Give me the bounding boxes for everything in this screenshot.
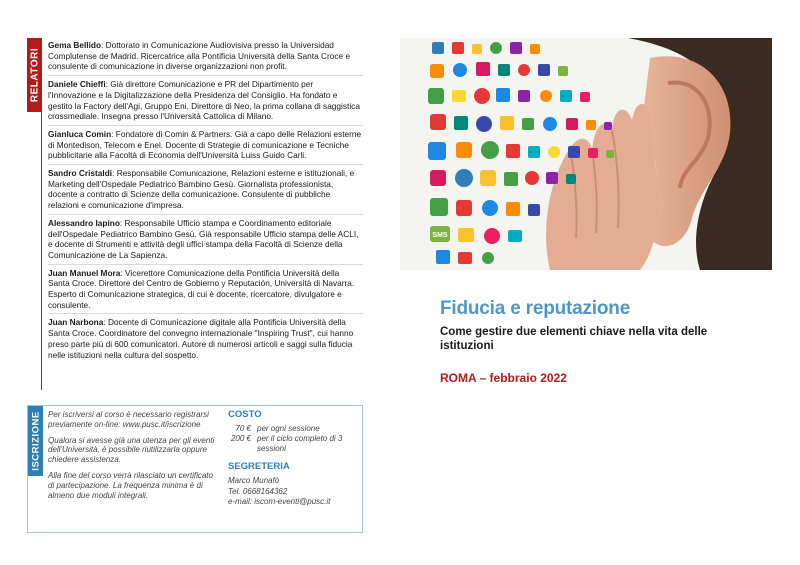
iscrizione-tab [28,406,43,476]
speaker-item [48,168,363,215]
cost-row [228,424,360,434]
speaker-item [48,218,363,265]
speaker-name: Daniele Chieffi [48,79,106,90]
iscrizione-tab-label: ISCRIZIONE [30,411,41,471]
speaker-bio: : Vicerettore Comunicazione della Pontificia Università della Santa Croce. Direttore del Centro de Gobierno y Reputación, Università di Navarra. Esperto di Comunicazione strategica, di cui è docente, ricercatore, divulgatore e consulente. [48,267,355,310]
speaker-name: Alessandro Iapino [48,217,120,228]
speaker-item [48,317,363,363]
relatori-tab [27,38,42,112]
registration-certificate-note: Alla fine del corso verrà rilasciato un certificato di partecipazione. La frequenza minima è di almeno due moduli integrali. [48,470,213,500]
course-place-date: ROMA – febbraio 2022 [440,371,567,385]
speaker-bio: : Dottorato in Comunicazione Audiovisiva presso la Universidad Complutense de Madrid. Ricercatrice alla Pontificia Università della Santa Croce e consulente di comunicazione in diverse organizzazioni non profit. [48,40,351,72]
speaker-name: Gema Bellido [48,40,102,50]
speaker-item [48,79,363,126]
sms-icon-label: SMS [432,232,448,239]
registration-instructions: Per iscriversi al corso è necessario registrarsi previamente on-line: www.pusc.it/iscrizione [48,410,209,429]
cost-row [228,434,360,454]
speaker-item [48,129,363,165]
speaker-bio: : Già direttore Comunicazione e PR del Dipartimento per l'Innovazione e la Digitalizzazione della Presidenza del Consiglio. Ha fondato e gestito la Factory dell'Agi, Gruppo Eni. Direttore di Neo, la prima collana di saggistica crossmediale. Insegna presso l'Università Cattolica di Milano. [48,79,360,122]
speaker-item [48,40,363,76]
relatori-tab-label: RELATORI [29,47,40,103]
cost-amount: 70 € [235,424,251,433]
registration-box [27,405,363,533]
speakers-list [48,40,363,366]
secretariat-email: e-mail: iscom-eventi@pusc.it [228,497,331,507]
cost-description: per il ciclo completo di 3 sessioni [257,433,343,453]
speaker-bio: : Fondatore di Comin & Partners. Già a capo delle Relazioni esterne di Montedison, Telecom e Enel. Docente di Strategie di comunicazione e Tecniche pubblicitarie alla Facoltà di Economia dell'Università Luiss Guido Carli. [48,128,362,161]
hero-image [400,38,772,270]
speaker-bio: : Responsabile Comunicazione, Relazioni esterne e istituzionali, e Marketing dell'Ospedale Pediatrico Bambino Gesù. Giornalista professionista, docente a contratto di Scienze della comunicazione. Consulente di pubbliche relazioni e comunicazione d'impresa. [48,168,355,211]
speaker-bio: : Responsabile Ufficio stampa e Coordinamento editoriale dell'Ospedale Pediatrico Bambino Gesù. Già responsabile Ufficio stampa delle ACLI, e docente di Strumenti e attività degli uffici stampa della Facoltà di Scienze della Comunicazione de La Sapienza. [48,217,359,260]
speaker-name: Gianluca Comin [48,128,112,139]
cost-description: per ogni sessione [257,424,320,433]
course-subtitle: Come gestire due elementi chiave nella vita delle istituzioni [440,326,708,352]
speaker-name: Juan Narbona [48,317,104,328]
relatori-divider-line [41,38,42,390]
cost-and-secretariat [228,409,360,508]
cost-amount: 200 € [230,433,251,443]
registration-account-note: Qualora si avesse già una utenza per gli eventi dell'Università, è possibile riutilizzarla oppure chiedere assistenza. [48,435,215,465]
speaker-bio: : Docente di Comunicazione digitale alla Pontificia Università della Santa Croce. Coordinatore del convegno internazionale "Inspiring Trust", cui hanno preso parte più di 600 comunicatori. Autore di numerosi articoli e saggi sulla fiducia nelle istituzioni nella cultura del sospetto. [48,317,354,360]
course-title-block [440,298,770,385]
registration-info [48,410,218,506]
speaker-item [48,268,363,315]
course-title: Fiducia e reputazione [440,298,631,319]
cost-title: COSTO [228,409,262,420]
speaker-name: Juan Manuel Mora [48,267,121,278]
secretariat-phone: Tel. 0668164362 [228,486,288,496]
secretariat-title: SEGRETERIA [228,461,290,473]
secretariat-name: Marco Munafò [228,476,280,486]
secretariat-contacts [228,476,360,508]
speaker-name: Sandro Cristaldi [48,168,113,179]
ear-listening-illustration [400,38,772,270]
